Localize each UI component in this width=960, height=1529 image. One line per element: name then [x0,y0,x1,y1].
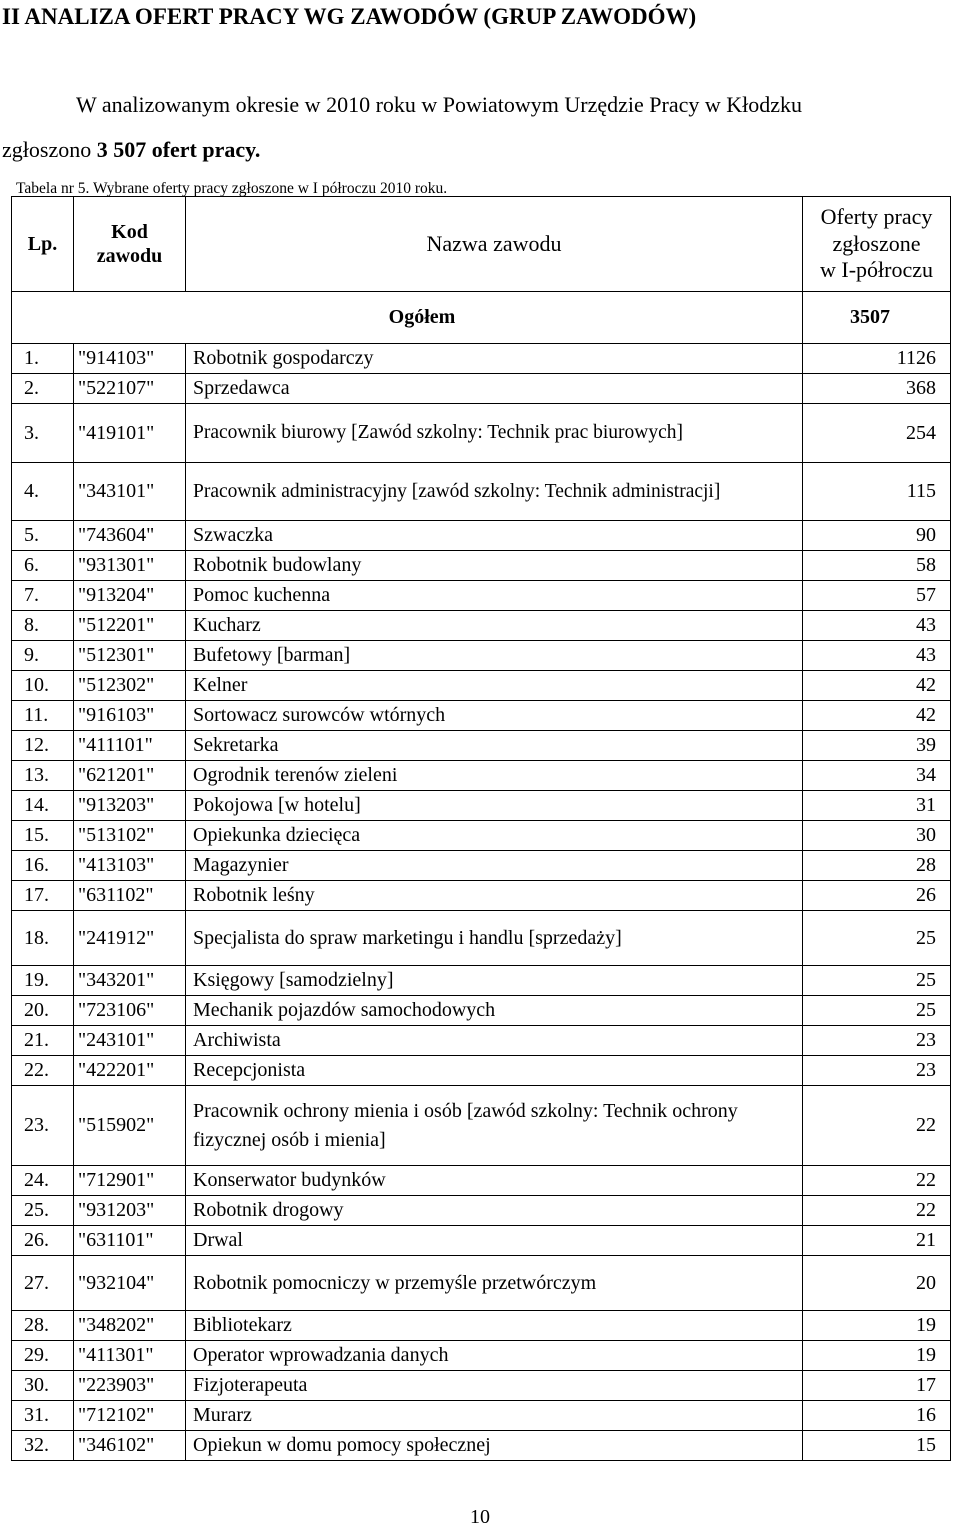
row-value: 115 [803,463,951,521]
header-offers-line1: Oferty pracy [820,204,933,230]
row-name: Księgowy [samodzielny] [186,966,803,996]
table-row [12,701,951,731]
row-value: 25 [803,966,951,996]
row-lp: 21. [12,1026,74,1056]
table-row [12,551,951,581]
row-code: "513102" [74,821,186,851]
table-row [12,1256,951,1311]
row-value: 43 [803,641,951,671]
row-code: "723106" [74,996,186,1026]
row-code: "743604" [74,521,186,551]
row-value: 17 [803,1371,951,1401]
row-code: "916103" [74,701,186,731]
row-lp: 24. [12,1166,74,1196]
row-value: 19 [803,1311,951,1341]
row-name: Sortowacz surowców wtórnych [186,701,803,731]
row-lp: 25. [12,1196,74,1226]
row-name: Ogrodnik terenów zieleni [186,761,803,791]
row-value: 30 [803,821,951,851]
row-code: "512201" [74,611,186,641]
row-lp: 31. [12,1401,74,1431]
row-code: "223903" [74,1371,186,1401]
table-row [12,1341,951,1371]
table-row [12,1086,951,1166]
row-value: 23 [803,1026,951,1056]
row-lp: 10. [12,671,74,701]
row-value: 42 [803,701,951,731]
table-row [12,463,951,521]
header-offers-line2: zgłoszone [832,230,921,256]
row-lp: 17. [12,881,74,911]
row-lp: 14. [12,791,74,821]
table-row [12,1431,951,1461]
table-row [12,791,951,821]
row-code: "346102" [74,1431,186,1461]
table-row [12,344,951,374]
row-name: Robotnik budowlany [186,551,803,581]
row-lp: 28. [12,1311,74,1341]
table-row [12,1196,951,1226]
row-code: "413103" [74,851,186,881]
row-name: Archiwista [186,1026,803,1056]
table-row [12,1226,951,1256]
header-offers-line3: w I-półroczu [819,257,933,283]
header-lp: Lp. [12,197,74,292]
intro-offers-count: 3 507 ofert pracy. [96,137,261,162]
table-caption: Tabela nr 5. Wybrane oferty pracy zgłoszone w I półroczu 2010 roku. [16,180,448,197]
header-code-line1: Kod [111,221,148,243]
table-row [12,1311,951,1341]
row-value: 43 [803,611,951,641]
table-row [12,911,951,966]
row-value: 28 [803,851,951,881]
page-number: 10 [470,1506,490,1528]
row-name: Mechanik pojazdów samochodowych [186,996,803,1026]
row-value: 16 [803,1401,951,1431]
job-offers-table [11,196,951,1461]
table-row [12,821,951,851]
row-value: 34 [803,761,951,791]
table-row [12,1056,951,1086]
row-value: 57 [803,581,951,611]
row-lp: 18. [12,911,74,966]
row-value: 22 [803,1196,951,1226]
row-name: Specjalista do spraw marketingu i handlu [sprzedaży] [186,911,803,966]
row-value: 23 [803,1056,951,1086]
row-code: "631102" [74,881,186,911]
row-code: "512301" [74,641,186,671]
row-value: 1126 [803,344,951,374]
row-lp: 4. [12,463,74,521]
table-row [12,581,951,611]
row-name: Pokojowa [w hotelu] [186,791,803,821]
row-code: "621201" [74,761,186,791]
header-code-line2: zawodu [96,245,163,267]
row-value: 25 [803,911,951,966]
row-value: 26 [803,881,951,911]
table-row [12,1026,951,1056]
table-row [12,1401,951,1431]
row-name: Robotnik gospodarczy [186,344,803,374]
row-code: "411101" [74,731,186,761]
row-lp: 5. [12,521,74,551]
table-row [12,404,951,463]
row-code: "931301" [74,551,186,581]
row-lp: 23. [12,1086,74,1166]
header-offers [803,197,951,292]
table-row [12,671,951,701]
row-lp: 11. [12,701,74,731]
table-row [12,521,951,551]
row-name: Robotnik drogowy [186,1196,803,1226]
row-value: 22 [803,1166,951,1196]
row-name: Pracownik biurowy [Zawód szkolny: Technik prac biurowych] [186,404,803,463]
total-label: Ogółem [12,292,803,344]
section-heading: II ANALIZA OFERT PRACY WG ZAWODÓW (GRUP ZAWODÓW) [2,4,697,29]
row-lp: 2. [12,374,74,404]
row-lp: 7. [12,581,74,611]
row-value: 25 [803,996,951,1026]
row-value: 19 [803,1341,951,1371]
row-lp: 1. [12,344,74,374]
row-code: "931203" [74,1196,186,1226]
row-code: "914103" [74,344,186,374]
row-value: 90 [803,521,951,551]
table-row [12,966,951,996]
total-row [12,292,951,344]
row-code: "422201" [74,1056,186,1086]
row-name: Robotnik pomocniczy w przemyśle przetwórczym [186,1256,803,1311]
total-value: 3507 [803,292,951,344]
row-value: 42 [803,671,951,701]
row-code: "522107" [74,374,186,404]
header-name: Nazwa zawodu [186,197,803,292]
table-row [12,1371,951,1401]
table-row [12,611,951,641]
table-row [12,851,951,881]
row-lp: 15. [12,821,74,851]
table-row [12,374,951,404]
row-name: Drwal [186,1226,803,1256]
row-name: Opiekunka dziecięca [186,821,803,851]
intro-paragraph-line2 [2,137,260,163]
row-name: Sprzedawca [186,374,803,404]
row-code: "411301" [74,1341,186,1371]
row-code: "419101" [74,404,186,463]
row-name: Bibliotekarz [186,1311,803,1341]
row-value: 15 [803,1431,951,1461]
intro-text: zgłoszono [2,137,97,162]
row-name: Recepcjonista [186,1056,803,1086]
row-name: Fizjoterapeuta [186,1371,803,1401]
row-name: Pracownik ochrony mienia i osób [zawód szkolny: Technik ochrony fizycznej osób i mienia] [186,1086,803,1166]
row-code: "512302" [74,671,186,701]
header-code [74,197,186,292]
table-row [12,761,951,791]
row-name: Magazynier [186,851,803,881]
row-code: "243101" [74,1026,186,1056]
row-name: Kucharz [186,611,803,641]
row-name: Operator wprowadzania danych [186,1341,803,1371]
intro-paragraph-line1: W analizowanym okresie w 2010 roku w Powiatowym Urzędzie Pracy w Kłodzku [76,92,803,117]
row-lp: 20. [12,996,74,1026]
row-lp: 27. [12,1256,74,1311]
table-header-row [12,197,951,292]
row-lp: 26. [12,1226,74,1256]
row-code: "913203" [74,791,186,821]
row-name: Szwaczka [186,521,803,551]
row-code: "712102" [74,1401,186,1431]
row-lp: 3. [12,404,74,463]
row-lp: 16. [12,851,74,881]
row-name: Sekretarka [186,731,803,761]
row-value: 31 [803,791,951,821]
row-name: Robotnik leśny [186,881,803,911]
table-row [12,731,951,761]
row-code: "343101" [74,463,186,521]
row-lp: 22. [12,1056,74,1086]
row-name: Pomoc kuchenna [186,581,803,611]
row-value: 21 [803,1226,951,1256]
row-lp: 9. [12,641,74,671]
row-code: "932104" [74,1256,186,1311]
row-name: Konserwator budynków [186,1166,803,1196]
table-row [12,881,951,911]
table-row [12,641,951,671]
row-lp: 29. [12,1341,74,1371]
row-name: Pracownik administracyjny [zawód szkolny: Technik administracji] [186,463,803,521]
row-lp: 30. [12,1371,74,1401]
row-value: 58 [803,551,951,581]
row-value: 39 [803,731,951,761]
row-name: Opiekun w domu pomocy społecznej [186,1431,803,1461]
row-name: Murarz [186,1401,803,1431]
row-lp: 12. [12,731,74,761]
row-code: "515902" [74,1086,186,1166]
row-value: 254 [803,404,951,463]
row-lp: 13. [12,761,74,791]
row-value: 22 [803,1086,951,1166]
row-code: "631101" [74,1226,186,1256]
row-lp: 8. [12,611,74,641]
row-value: 368 [803,374,951,404]
row-name: Kelner [186,671,803,701]
row-code: "343201" [74,966,186,996]
table-row [12,1166,951,1196]
row-code: "712901" [74,1166,186,1196]
row-lp: 19. [12,966,74,996]
row-name: Bufetowy [barman] [186,641,803,671]
row-code: "913204" [74,581,186,611]
row-lp: 32. [12,1431,74,1461]
row-value: 20 [803,1256,951,1311]
row-code: "348202" [74,1311,186,1341]
table-row [12,996,951,1026]
row-lp: 6. [12,551,74,581]
row-code: "241912" [74,911,186,966]
